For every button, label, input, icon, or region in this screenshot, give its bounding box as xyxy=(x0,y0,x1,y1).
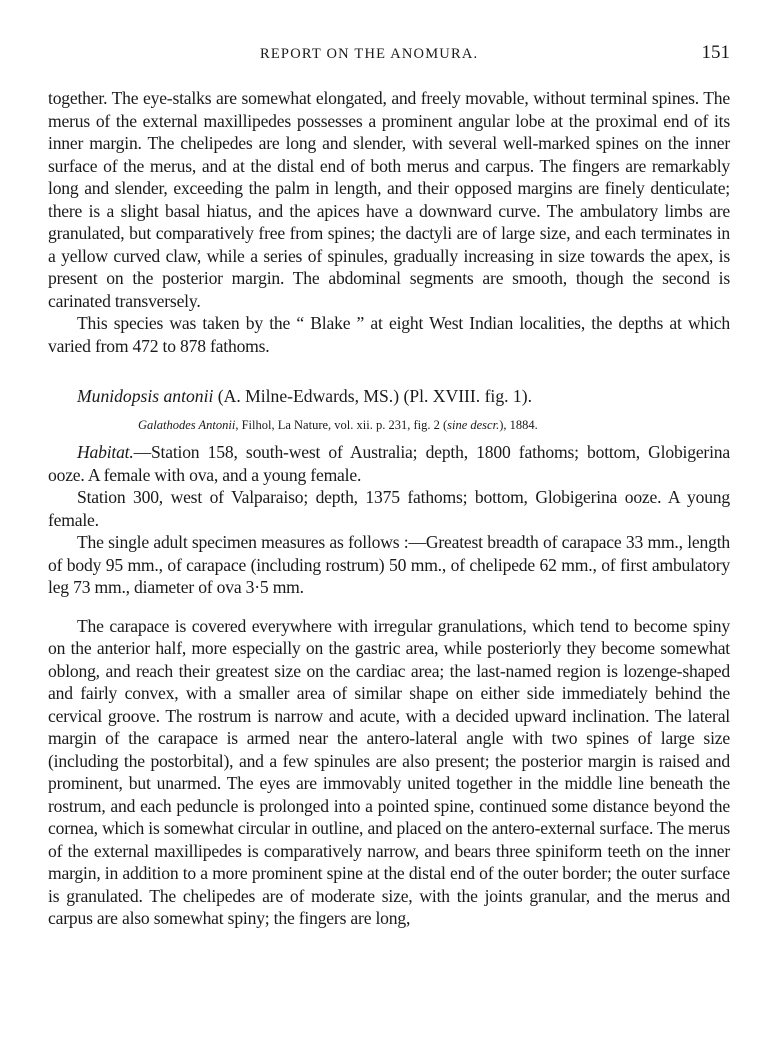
paragraph-habitat xyxy=(48,441,730,486)
synonym-citation xyxy=(48,417,730,433)
synonym-ref-pre: , Filhol, La Nature, vol. xii. p. 231, fig. 2 ( xyxy=(235,418,448,432)
habitat-text: —Station 158, south-west of Australia; depth, 1800 fathoms; bottom, Globigerina ooze. A female with ova, and a young female. xyxy=(48,442,730,485)
synonym-ref-note: sine descr. xyxy=(447,418,500,432)
synonym-name: Galathodes Antonii xyxy=(138,418,236,432)
paragraph-blake-localities: This species was taken by the “ Blake ” at eight West Indian localities, the depths at which varied from 472 to 878 fathoms. xyxy=(48,313,730,356)
paragraph-station-300: Station 300, west of Valparaiso; depth, 1375 fathoms; bottom, Globigerina ooze. A young female. xyxy=(48,487,730,530)
paragraph-description: The carapace is covered everywhere with irregular granulations, which tend to become spiny on the anterior half, more especially on the gastric area, while posteriorly they become somewhat oblong, and reach their greatest size on the cardiac area; the last-named region is lozenge-shaped and fairly convex, with a smaller area of similar shape on either side immediately behind the cervical groove. The rostrum is narrow and acute, with a decided upward inclination. The lateral margin of the carapace is armed near the antero-lateral angle with two spines of large size (including the postorbital), and a few spinules are also present; the posterior margin is raised and prominent, but unarmed. The eyes are immovably united together in the middle line beneath the rostrum, and each peduncle is prolonged into a pointed spine, continued some distance beyond the cornea, which is somewhat circular in outline, and placed on the antero-external surface. The merus of the external maxillipedes is comparatively narrow, and bears three spiniform teeth on the inner margin, in addition to a more prominent spine at the distal end of the outer border; the outer surface is granulated. The chelipedes are of moderate size, with the joints granular, and the merus and carpus are also somewhat spiny; the fingers are long, xyxy=(48,615,730,928)
synonym-ref-post: ), 1884. xyxy=(499,418,538,432)
habitat-label: Habitat. xyxy=(77,442,134,462)
page-number: 151 xyxy=(701,42,730,63)
species-authority: (A. Milne-Edwards, MS.) (Pl. XVIII. fig. 1). xyxy=(213,386,532,406)
running-head-title: REPORT ON THE ANOMURA. xyxy=(260,46,479,62)
running-header xyxy=(48,40,730,70)
page xyxy=(48,40,730,930)
species-name: Munidopsis antonii xyxy=(77,386,214,406)
species-heading xyxy=(48,385,730,407)
paragraph-measurements: The single adult specimen measures as follows :—Greatest breadth of carapace 33 mm., length of body 95 mm., of carapace (including rostrum) 50 mm., of chelipede 62 mm., of first ambulatory leg 73 mm., diameter of ova 3·5 mm. xyxy=(48,532,730,597)
paragraph-continuation: together. The eye-stalks are somewhat elongated, and freely movable, without terminal spines. The merus of the external maxillipedes possesses a prominent angular lobe at the proximal end of its inner margin. The chelipedes are long and slender, with several well-marked spines on the inner surface of the merus, and at the distal end of both merus and carpus. The fingers are remarkably long and slender, exceeding the palm in length, and their opposed margins are finely denticulate; there is a slight basal hiatus, and the apices have a downward curve. The ambulatory limbs are granulated, but comparatively free from spines; the dactyli are of large size, and each terminates in a yellow curved claw, while a series of spinules, gradually increasing in size towards the apex, is present on the posterior margin. The abdominal segments are smooth, though the second is carinated transversely. xyxy=(48,88,730,311)
